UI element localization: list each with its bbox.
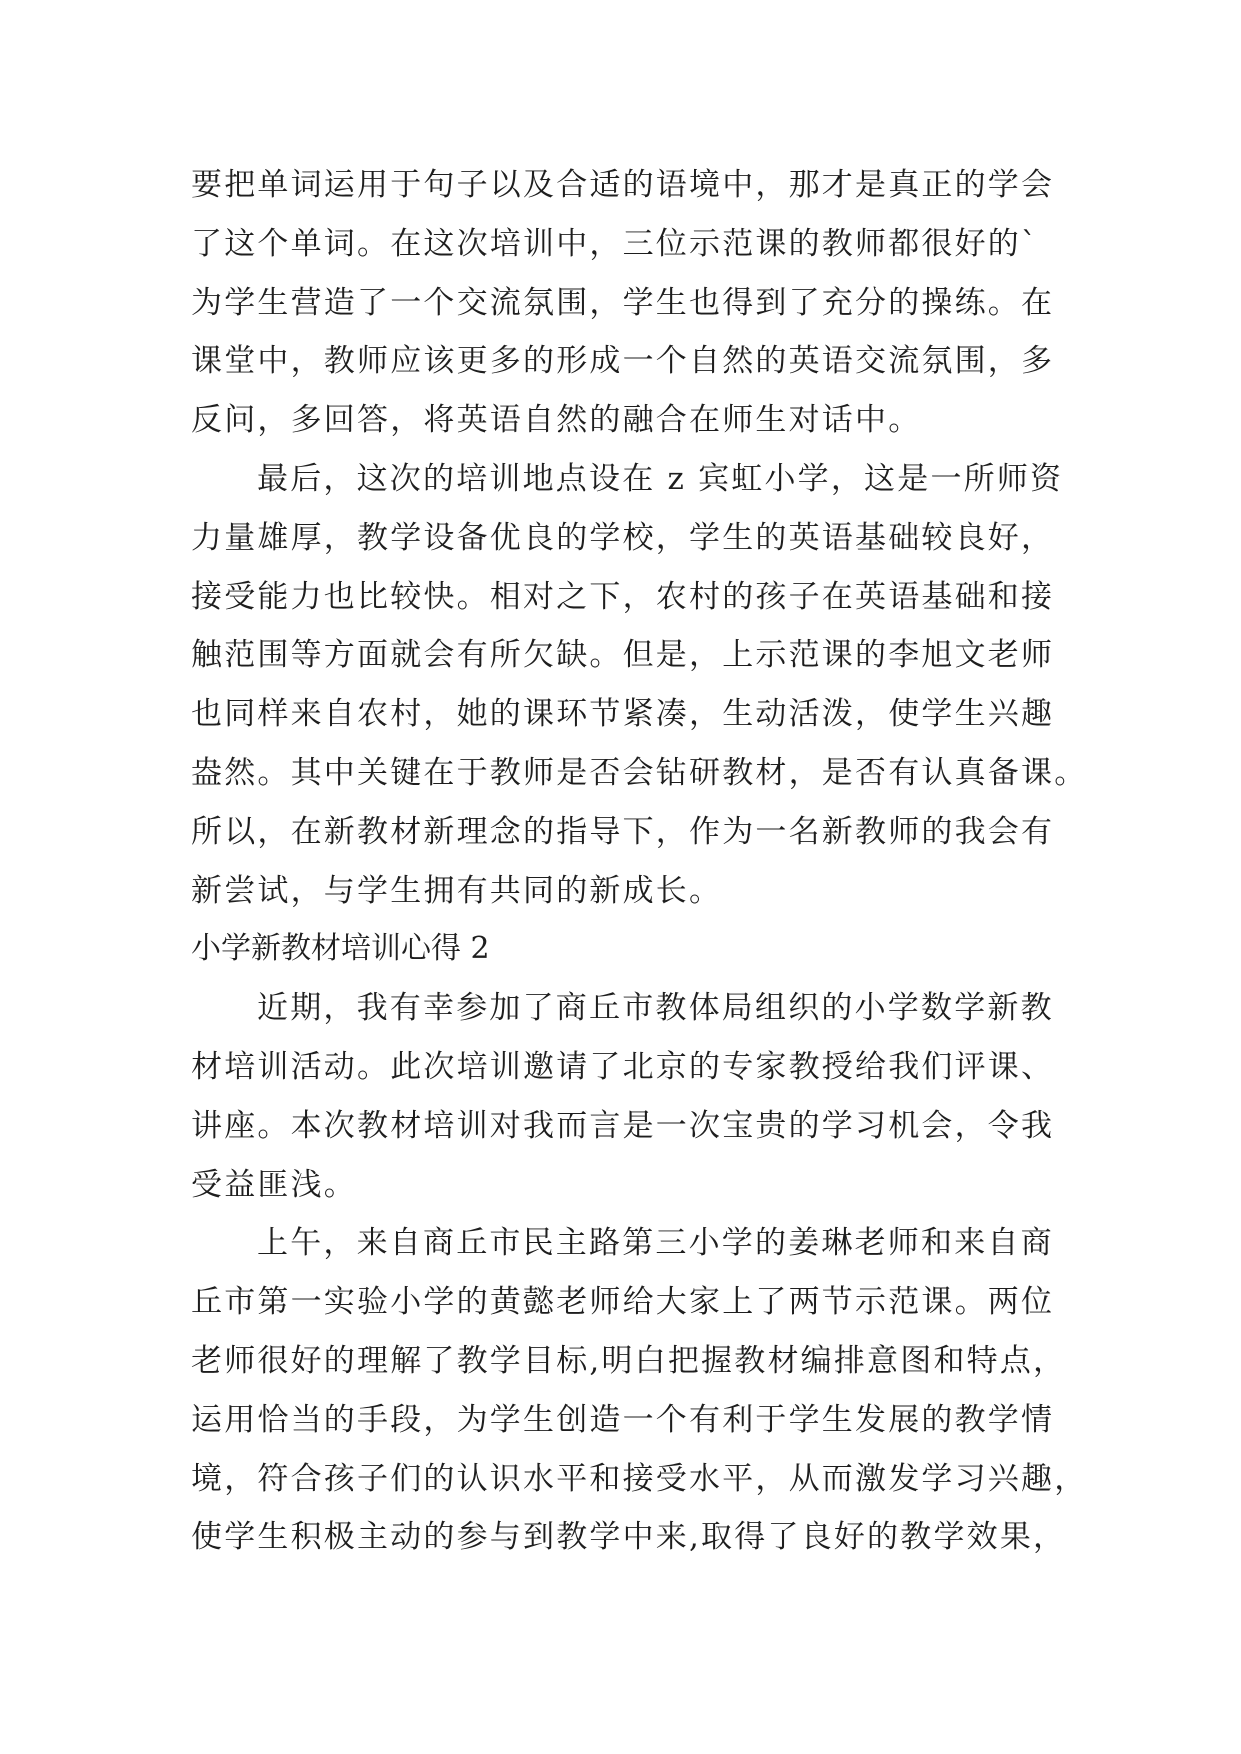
paragraph <box>191 979 1091 1214</box>
text-line: 接受能力也比较快。相对之下，农村的孩子在英语基础和接 <box>191 578 1055 615</box>
text-line: 为学生营造了一个交流氛围，学生也得到了充分的操练。在 <box>191 284 1055 321</box>
document-page <box>191 156 1091 1567</box>
text-line: 新尝试，与学生拥有共同的新成长。 <box>191 872 723 909</box>
text-line: 运用恰当的手段，为学生创造一个有利于学生发展的教学情 <box>191 1401 1055 1438</box>
text-line: 材培训活动。此次培训邀请了北京的专家教授给我们评课、 <box>191 1048 1055 1085</box>
text-line: 盎然。其中关键在于教师是否会钻研教材，是否有认真备课。 <box>191 754 1088 791</box>
text-line: 近期，我有幸参加了商丘市教体局组织的小学数学新教 <box>257 990 1054 1027</box>
text-line: 要把单词运用于句子以及合适的语境中，那才是真正的学会 <box>191 167 1055 203</box>
paragraph <box>191 156 1091 450</box>
text-line: 使学生积极主动的参与到教学中来,取得了良好的教学效果， <box>191 1519 1067 1556</box>
text-line: 受益匪浅。 <box>191 1166 357 1203</box>
text-line: 反问，多回答，将英语自然的融合在师生对话中。 <box>191 402 922 439</box>
text-line: 力量雄厚，教学设备优良的学校，学生的英语基础较良好， <box>191 519 1055 556</box>
text-line: 也同样来自农村，她的课环节紧凑，生动活泼，使学生兴趣 <box>191 696 1055 733</box>
text-line: 境，符合孩子们的认识水平和接受水平，从而激发学习兴趣， <box>191 1460 1088 1497</box>
text-line: 课堂中，教师应该更多的形成一个自然的英语交流氛围，多 <box>191 343 1055 380</box>
text-line: 最后，这次的培训地点设在 z 宾虹小学，这是一所师资 <box>257 460 1064 497</box>
text-line: 讲座。本次教材培训对我而言是一次宝贵的学习机会，令我 <box>191 1107 1055 1144</box>
text-line: 所以，在新教材新理念的指导下，作为一名新教师的我会有 <box>191 813 1055 850</box>
paragraph <box>191 1214 1091 1567</box>
section-heading: 小学新教材培训心得 2 <box>191 931 490 967</box>
text-line: 丘市第一实验小学的黄懿老师给大家上了两节示范课。两位 <box>191 1284 1055 1321</box>
text-line: 触范围等方面就会有所欠缺。但是，上示范课的李旭文老师 <box>191 637 1055 674</box>
text-line: 上午，来自商丘市民主路第三小学的姜琳老师和来自商 <box>257 1225 1054 1262</box>
text-line: 老师很好的理解了教学目标,明白把握教材编排意图和特点， <box>191 1342 1067 1379</box>
text-line: 了这个单词。在这次培训中，三位示范课的教师都很好的` <box>191 225 1039 262</box>
paragraph <box>191 450 1091 920</box>
